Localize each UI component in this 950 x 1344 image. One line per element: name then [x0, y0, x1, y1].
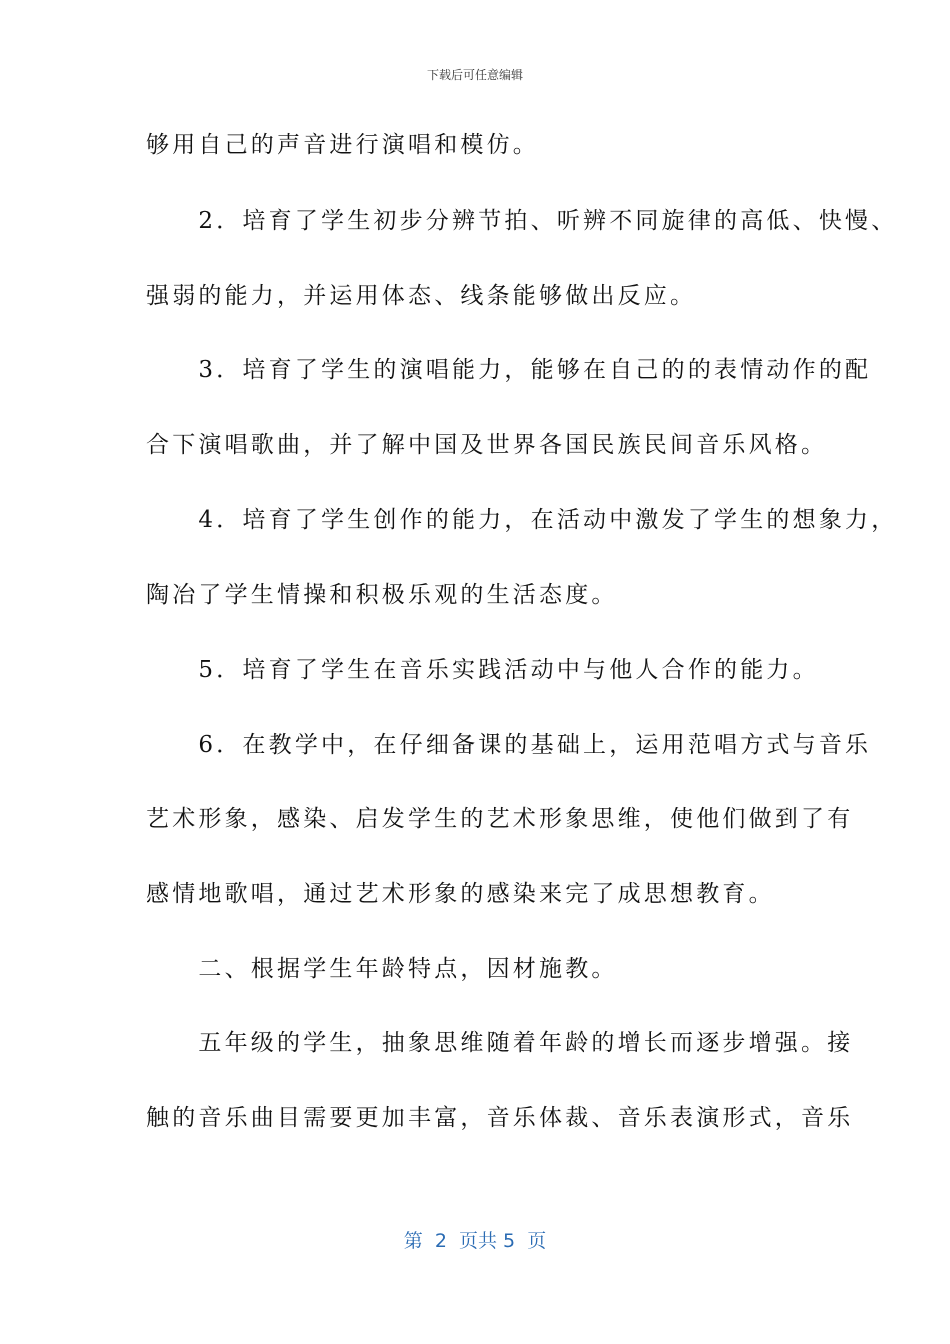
body-line: 6．在教学中，在仔细备课的基础上，运用范唱方式与音乐	[146, 732, 872, 758]
body-line: 强弱的能力，并运用体态、线条能够做出反应。	[146, 283, 697, 309]
page-number: 第 2 页共 5 页	[403, 1230, 547, 1252]
body-line: 够用自己的声音进行演唱和模仿。	[146, 132, 539, 158]
body-line: 4．培育了学生创作的能力，在活动中激发了学生的想象力，	[146, 507, 898, 533]
body-line: 感情地歌唱，通过艺术形象的感染来完了成思想教育。	[146, 881, 775, 907]
body-line: 艺术形象，感染、启发学生的艺术形象思维，使他们做到了有	[146, 806, 854, 832]
body-line: 3．培育了学生的演唱能力，能够在自己的的表情动作的配	[146, 357, 872, 383]
body-line: 触的音乐曲目需要更加丰富，音乐体裁、音乐表演形式，音乐	[146, 1105, 854, 1131]
body-line: 合下演唱歌曲，并了解中国及世界各国民族民间音乐风格。	[146, 432, 828, 458]
page-header: 下载后可任意编辑	[426, 68, 523, 82]
body-line: 五年级的学生，抽象思维随着年龄的增长而逐步增强。接	[146, 1030, 854, 1056]
body-line: 5．培育了学生在音乐实践活动中与他人合作的能力。	[146, 657, 819, 683]
body-line: 2．培育了学生初步分辨节拍、听辨不同旋律的高低、快慢、	[146, 208, 898, 234]
body-line: 陶冶了学生情操和积极乐观的生活态度。	[146, 582, 618, 608]
body-line: 二、根据学生年龄特点，因材施教。	[146, 956, 618, 982]
